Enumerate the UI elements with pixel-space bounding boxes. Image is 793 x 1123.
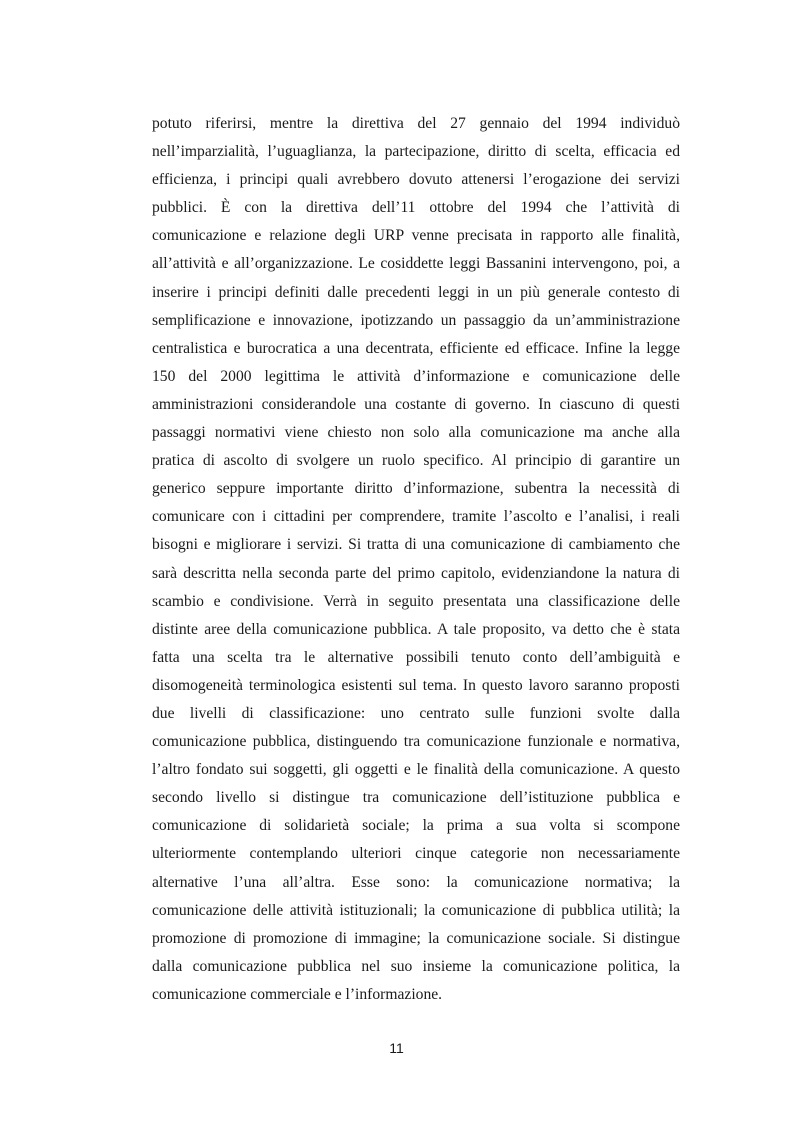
text-line-26: comunicazione di solidarietà sociale; la prima a sua volta si scompone (152, 817, 680, 835)
text-line-20: fatta una scelta tra le alternative possibili tenuto conto dell’ambiguità e (152, 648, 680, 666)
text-line-15: comunicare con i cittadini per comprendere, tramite l’ascolto e l’analisi, i reali (152, 508, 680, 526)
text-line-23: comunicazione pubblica, distinguendo tra comunicazione funzionale e normativa, (152, 733, 680, 751)
text-line-4: pubblici. È con la direttiva dell’11 ottobre del 1994 che l’attività di (152, 199, 680, 217)
text-line-27: ulteriormente contemplando ulteriori cinque categorie non necessariamente (152, 845, 680, 863)
text-line-19: distinte aree della comunicazione pubblica. A tale proposito, va detto che è stata (152, 620, 680, 638)
text-line-16: bisogni e migliorare i servizi. Si tratta di una comunicazione di cambiamento che (152, 536, 680, 554)
text-line-2: nell’imparzialità, l’uguaglianza, la partecipazione, diritto di scelta, efficacia ed (152, 143, 680, 161)
text-line-1: potuto riferirsi, mentre la direttiva del 27 gennaio del 1994 individuò (152, 115, 680, 132)
text-line-13: pratica di ascolto di svolgere un ruolo specifico. Al principio di garantire un (152, 452, 680, 470)
text-line-14: generico seppure importante diritto d’informazione, subentra la necessità di (152, 480, 680, 498)
text-line-24: l’altro fondato sui soggetti, gli oggetti e le finalità della comunicazione. A questo (152, 761, 680, 779)
text-line-32: comunicazione commerciale e l’informazione. (152, 985, 443, 1003)
text-line-8: semplificazione e innovazione, ipotizzando un passaggio da un’amministrazione (152, 311, 680, 329)
text-line-6: all’attività e all’organizzazione. Le cosiddette leggi Bassanini intervengono, poi, a (152, 255, 680, 273)
text-line-25: secondo livello si distingue tra comunicazione dell’istituzione pubblica e (152, 789, 680, 807)
text-line-28: alternative l’una all’altra. Esse sono: la comunicazione normativa; la (152, 873, 680, 891)
text-line-31: dalla comunicazione pubblica nel suo insieme la comunicazione politica, la (152, 957, 680, 975)
text-line-9: centralistica e burocratica a una decentrata, efficiente ed efficace. Infine la legge (152, 339, 680, 357)
text-line-7: inserire i principi definiti dalle precedenti leggi in un più generale contesto di (152, 283, 680, 301)
text-line-17: sarà descritta nella seconda parte del primo capitolo, evidenziandone la natura di (152, 564, 680, 582)
text-line-22: due livelli di classificazione: uno centrato sulle funzioni svolte dalla (152, 704, 680, 722)
text-line-29: comunicazione delle attività istituzionali; la comunicazione di pubblica utilità; la (152, 901, 680, 919)
text-line-18: scambio e condivisione. Verrà in seguito presentata una classificazione delle (152, 592, 680, 610)
text-line-30: promozione di promozione di immagine; la comunicazione sociale. Si distingue (152, 929, 680, 947)
text-line-21: disomogeneità terminologica esistenti sul tema. In questo lavoro saranno proposti (152, 676, 680, 694)
text-line-3: efficienza, i principi quali avrebbero dovuto attenersi l’erogazione dei servizi (152, 171, 680, 189)
text-line-11: amministrazioni considerandole una costante di governo. In ciascuno di questi (152, 395, 680, 413)
text-line-10: 150 del 2000 legittima le attività d’informazione e comunicazione delle (152, 367, 680, 385)
text-line-12: passaggi normativi viene chiesto non solo alla comunicazione ma anche alla (152, 424, 680, 442)
body-paragraph (152, 110, 680, 1009)
page-number: 11 (389, 1040, 404, 1056)
text-line-5: comunicazione e relazione degli URP venne precisata in rapporto alle finalità, (152, 227, 680, 245)
